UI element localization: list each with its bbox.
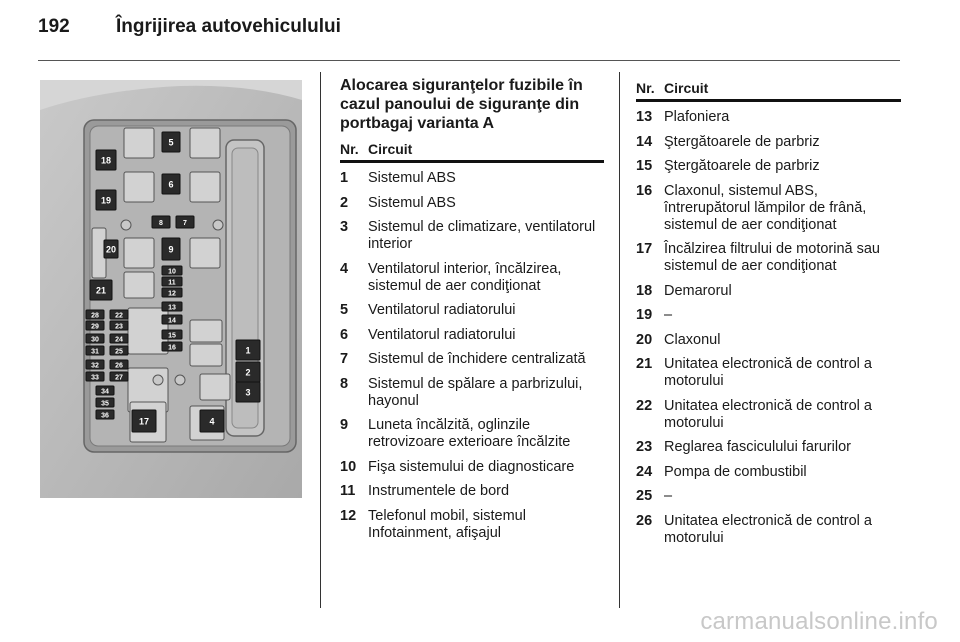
table-row: [340, 376, 604, 410]
table-header: [340, 141, 604, 163]
column-divider-2: [619, 72, 620, 608]
screw-mark: [175, 375, 185, 385]
fuse-label: 17: [138, 416, 150, 427]
fuse-label: 25: [115, 348, 123, 356]
fuse-number: 22: [636, 397, 653, 414]
fuse-number: 23: [636, 439, 653, 455]
fuse-table-left: [340, 76, 604, 549]
fuse-number: 14: [636, 133, 653, 150]
fuse-number: 2: [340, 194, 349, 211]
fuse-17: [132, 410, 156, 432]
section-title: Alocarea siguranţelor fuzibile în cazul panoului de siguranţe din portbagaj varianta A: [340, 77, 583, 132]
table-row: [636, 464, 901, 481]
fuse-4: [200, 410, 224, 432]
fuse-number: 21: [636, 356, 653, 372]
table-row: [636, 241, 901, 275]
col-circuit-header: Circuit: [368, 141, 413, 157]
fuse-label: 19: [100, 195, 112, 206]
table-row: [340, 327, 604, 344]
fuse-number: 19: [636, 307, 653, 323]
circuit-description: Sistemul de spălare a parbrizului, hayonul: [368, 375, 583, 409]
fuse-label: 12: [168, 290, 176, 298]
fuse-label: 1: [245, 345, 251, 356]
circuit-description: Unitatea electronică de control a motorului: [664, 512, 872, 546]
fuse-label: 8: [159, 220, 163, 227]
circuit-description: Sistemul ABS: [368, 194, 456, 211]
fuse-box-svg: [40, 80, 302, 498]
table-row: [340, 302, 604, 319]
table-row: [636, 158, 901, 175]
table-row: [340, 219, 604, 253]
fuse-number: 4: [340, 260, 349, 277]
fuse-33: [86, 372, 104, 382]
fuse-label: 33: [91, 374, 99, 382]
table-row: [340, 195, 604, 212]
col-circuit-header: Circuit: [664, 80, 709, 96]
fuse-number: 20: [636, 331, 653, 348]
fuse-label: 7: [183, 220, 187, 227]
fuse-number: 15: [636, 158, 653, 174]
fuse-number: 16: [636, 182, 653, 199]
table-row: [340, 459, 604, 476]
fuse-label: 20: [105, 244, 117, 255]
col-nr-header: Nr.: [340, 141, 359, 157]
table-row: [340, 170, 604, 187]
column-divider-1: [320, 72, 321, 608]
fuse-label: 29: [91, 323, 99, 331]
fuse-34: [96, 386, 114, 396]
fuse-number: 1: [340, 170, 349, 186]
fuse-8: [152, 216, 170, 228]
fuse-28: [86, 310, 104, 320]
screw-mark: [121, 220, 131, 230]
fuse-36: [96, 410, 114, 420]
fuse-5: [162, 132, 180, 152]
table-row: [636, 513, 901, 547]
fuse-number: 10: [340, 458, 357, 475]
table-row: [636, 332, 901, 349]
fuse-3: [236, 382, 260, 402]
fuse-9: [162, 238, 180, 260]
fuse-label: 16: [168, 344, 176, 352]
circuit-description: Ventilatorul radiatorului: [368, 326, 516, 343]
fuse-label: 27: [115, 374, 123, 382]
fuse-label: 35: [101, 400, 109, 408]
fuse-label: 32: [91, 362, 99, 370]
table-row: [340, 483, 604, 500]
fuse-18: [96, 150, 116, 170]
rows-right: [636, 109, 901, 547]
fuse-number: 6: [340, 326, 349, 343]
table-header: [636, 80, 901, 102]
table-row: [636, 283, 901, 300]
table-row: [636, 134, 901, 151]
fuse-label: 4: [209, 416, 215, 427]
circuit-description: Ştergătoarele de parbriz: [664, 158, 820, 174]
fuse-label: 6: [168, 179, 174, 190]
fuse-label: 28: [91, 312, 99, 320]
circuit-description: –: [664, 307, 673, 323]
relay-socket: [124, 128, 154, 158]
table-row: [340, 417, 604, 451]
fuse-label: 5: [168, 137, 174, 148]
table-row: [636, 356, 901, 390]
circuit-description: Instrumentele de bord: [368, 483, 510, 499]
fuse-number: 3: [340, 219, 349, 235]
fuse-label: 36: [101, 412, 109, 420]
fuse-label: 34: [101, 388, 109, 396]
fuse-label: 26: [115, 362, 123, 370]
fuse-16: [162, 342, 182, 352]
fuse-10: [162, 266, 182, 276]
fuse-number: 26: [636, 512, 653, 529]
fuse-label: 22: [115, 312, 123, 320]
fuse-table-right: [636, 76, 901, 554]
fuse-label: 24: [115, 336, 123, 344]
circuit-description: Unitatea electronică de control a motorului: [664, 397, 872, 431]
relay-socket: [190, 128, 220, 158]
table-row: [340, 261, 604, 295]
fuse-label: 30: [91, 336, 99, 344]
circuit-description: Încălzirea filtrului de motorină sau sistemul de aer condiţionat: [664, 241, 880, 274]
fuse-number: 11: [340, 483, 356, 499]
screw-mark: [213, 220, 223, 230]
fuse-30: [86, 334, 104, 344]
circuit-description: Ventilatorul radiatorului: [368, 302, 516, 318]
fuse-20: [104, 240, 118, 258]
relay-socket: [124, 238, 154, 268]
circuit-description: Demarorul: [664, 282, 732, 299]
fuse-11: [162, 277, 182, 287]
table-row: [636, 109, 901, 126]
fuse-19: [96, 190, 116, 210]
fuse-24: [110, 334, 128, 344]
fuse-29: [86, 321, 104, 331]
fuse-22: [110, 310, 128, 320]
fuse-number: 12: [340, 507, 357, 524]
fuse-number: 24: [636, 463, 653, 480]
page-header: [38, 16, 341, 38]
circuit-description: Plafoniera: [664, 109, 730, 125]
fuse-number: 8: [340, 375, 349, 392]
table-row: [636, 307, 901, 324]
circuit-description: Pompa de combustibil: [664, 463, 807, 480]
fuse-35: [96, 398, 114, 408]
circuit-description: Ventilatorul interior, încălzirea, sistemul de aer condiţionat: [368, 260, 562, 294]
table-row: [636, 439, 901, 456]
circuit-description: Claxonul, sistemul ABS, întrerupătorul lămpilor de frână, sistemul de aer condiţionat: [664, 182, 867, 233]
fuse-6: [162, 174, 180, 194]
relay-socket: [124, 172, 154, 202]
fuse-number: 17: [636, 241, 653, 257]
table-row: [636, 398, 901, 432]
fuse-label: 9: [168, 244, 174, 255]
fuse-label: 15: [168, 332, 176, 340]
circuit-description: Sistemul ABS: [368, 170, 456, 186]
fuse-number: 18: [636, 282, 653, 299]
header-rule: [38, 60, 900, 61]
table-row: [636, 488, 901, 505]
fuse-label: 11: [168, 279, 176, 287]
circuit-description: Telefonul mobil, sistemul Infotainment, afişajul: [368, 507, 526, 541]
relay-socket: [190, 344, 222, 366]
circuit-description: Sistemul de climatizare, ventilatorul interior: [368, 219, 596, 252]
fuse-15: [162, 330, 182, 340]
fuse-label: 21: [95, 285, 107, 296]
fuse-label: 10: [168, 268, 176, 276]
fuse-number: 25: [636, 488, 653, 504]
circuit-description: Unitatea electronică de control a motorului: [664, 356, 872, 389]
fuse-2: [236, 362, 260, 382]
fuse-number: 5: [340, 302, 349, 318]
fuse-label: 18: [100, 155, 112, 166]
fuse-21: [90, 280, 112, 300]
fuse-25: [110, 346, 128, 356]
fuse-number: 9: [340, 417, 349, 433]
col-nr-header: Nr.: [636, 80, 655, 96]
fuse-14: [162, 315, 182, 325]
table-row: [340, 351, 604, 368]
table-row: [340, 508, 604, 542]
circuit-description: Sistemul de închidere centralizată: [368, 351, 586, 367]
rows-left: [340, 170, 604, 542]
fuse-label: 31: [91, 348, 99, 356]
fuse-number: 7: [340, 351, 349, 367]
fuse-box-illustration: [40, 80, 302, 498]
relay-socket: [200, 374, 230, 400]
fuse-7: [176, 216, 194, 228]
fuse-12: [162, 288, 182, 298]
circuit-description: –: [664, 488, 673, 504]
relay-socket: [190, 172, 220, 202]
page-number: 192: [38, 16, 70, 37]
fuse-31: [86, 346, 104, 356]
table-row: [636, 183, 901, 234]
fuse-label: 2: [245, 367, 251, 378]
fuse-13: [162, 302, 182, 312]
circuit-description: Ştergătoarele de parbriz: [664, 133, 820, 150]
fuse-32: [86, 360, 104, 370]
fuse-label: 3: [245, 387, 251, 398]
relay-socket: [190, 320, 222, 342]
circuit-description: Fişa sistemului de diagnosticare: [368, 458, 575, 475]
fuse-1: [236, 340, 260, 360]
circuit-description: Claxonul: [664, 331, 721, 348]
fuse-26: [110, 360, 128, 370]
circuit-description: Luneta încălzită, oglinzile retrovizoare exterioare încălzite: [368, 417, 571, 450]
fuse-label: 13: [168, 304, 176, 312]
fuse-number: 13: [636, 109, 653, 125]
circuit-description: Reglarea fasciculului farurilor: [664, 439, 851, 455]
fuse-27: [110, 372, 128, 382]
chapter-title: Îngrijirea autovehiculului: [116, 16, 341, 37]
fuse-23: [110, 321, 128, 331]
watermark: carmanualsonline.info: [700, 608, 938, 635]
relay-socket: [124, 272, 154, 298]
screw-mark: [153, 375, 163, 385]
fuse-label: 14: [168, 317, 176, 325]
fuse-label: 23: [115, 323, 123, 331]
relay-socket: [190, 238, 220, 268]
